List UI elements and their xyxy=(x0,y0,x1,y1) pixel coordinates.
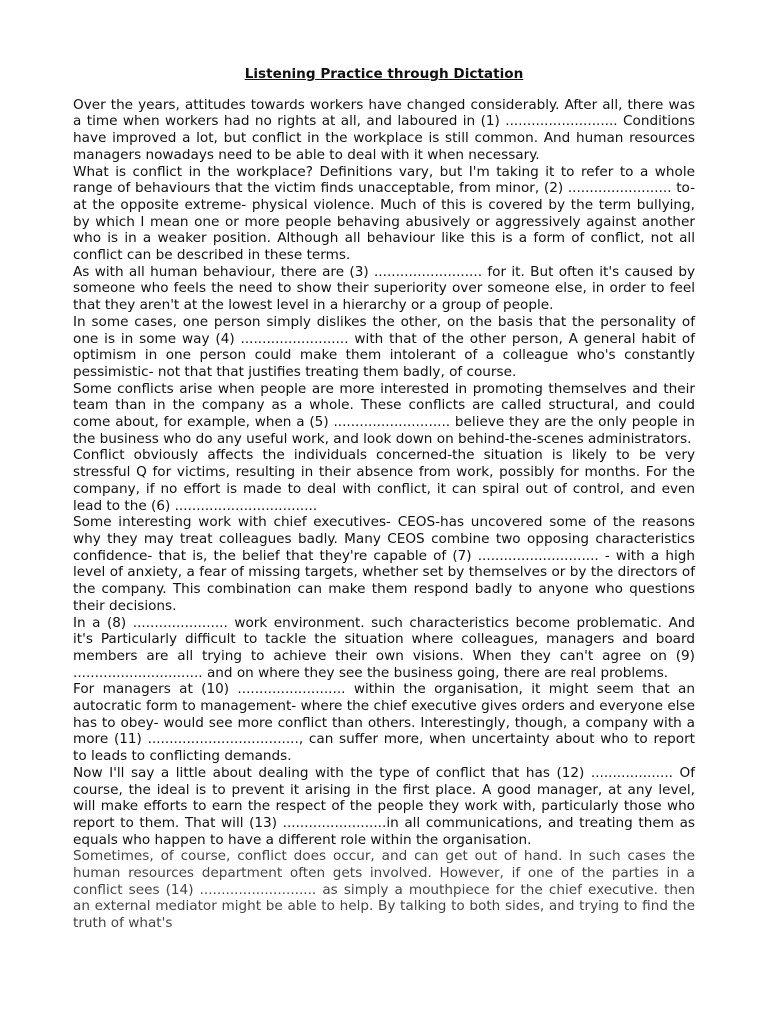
paragraph-8: In a (8) ...................... work environment. such characteristics become problematic. And it's Particularly difficult to tackle the situation where colleagues, managers and board members are all trying to achieve their own visions. When they can't agree on (9) .............................. and on where they see the business going, there are real problems. xyxy=(73,614,695,681)
paragraph-1: Over the years, attitudes towards workers have changed considerably. After all, there was a time when workers had no rights at all, and laboured in (1) .......................... Conditions have improved a lot, but conflict in the workplace is still common. And human resources managers nowadays need to be able to deal with it when necessary. xyxy=(73,96,695,163)
paragraph-9: For managers at (10) ......................... within the organisation, it might seem that an autocratic form to management- where the chief executive gives orders and everyone else has to obey- would see more conflict than others. Interestingly, though, a company with a more (11) ..................................., can suffer more, when uncertainty about who to report to leads to conflicting demands. xyxy=(73,681,695,765)
paragraph-2: What is conflict in the workplace? Definitions vary, but I'm taking it to refer to a whole range of behaviours that the victim finds unacceptable, from minor, (2) ........................ to-at the opposite extreme- physical violence. Much of this is covered by the term bullying, by which I mean one or more people behaving abusively or aggressively against another who is in a weaker position. Although all behaviour like this is a form of conflict, not all conflict can be described in these terms. xyxy=(73,163,695,264)
paragraph-11: Sometimes, of course, conflict does occur, and can get out of hand. In such cases the human resources department often gets involved. However, if one of the parties in a conflict sees (14) ........................... as simply a mouthpiece for the chief executive. then an external mediator might be able to help. By talking to both sides, and trying to find the truth of what's xyxy=(73,848,695,932)
page-title: Listening Practice through Dictation xyxy=(244,66,524,82)
paragraph-6: Conflict obviously affects the individuals concerned-the situation is likely to be very stressful Q for victims, resulting in their absence from work, possibly for months. For the company, if no effort is made to deal with conflict, it can spiral out of control, and even lead to the (6) ................................. xyxy=(73,447,695,514)
paragraph-7: Some interesting work with chief executives- CEOS-has uncovered some of the reasons why they may treat colleagues badly. Many CEOS combine two opposing characteristics confidence- that is, the belief that they're capable of (7) ............................ - with a high level of anxiety, a fear of missing targets, whether set by themselves or by the directors of the company. This combination can make them respond badly to anyone who questions their decisions. xyxy=(73,514,695,614)
paragraph-4: In some cases, one person simply dislikes the other, on the basis that the personality of one is in some way (4) ......................... with that of the other person, A general habit of optimism in one person could make them intolerant of a colleague who's constantly pessimistic- not that that justifies treating them badly, of course. xyxy=(73,313,695,380)
paragraph-3: As with all human behaviour, there are (3) ......................... for it. But often it's caused by someone who feels the need to show their superiority over someone else, in order to feel that they aren't at the lowest level in a hierarchy or a group of people. xyxy=(73,263,695,314)
paragraph-10: Now I'll say a little about dealing with the type of conflict that has (12) ................... Of course, the ideal is to prevent it arising in the first place. A good manager, at any level, will make efforts to earn the respect of the people they work with, particularly those who report to them. That will (13) ........................in all communications, and treating them as equals who happen to have a different role within the organisation. xyxy=(73,764,695,848)
paragraph-5: Some conflicts arise when people are more interested in promoting themselves and their team than in the company as a whole. These conflicts are called structural, and could come about, for example, when a (5) ........................... believe they are the only people in the business who do any useful work, and look down on behind-the-scenes administrators. xyxy=(73,380,695,447)
dictation-document xyxy=(73,66,695,932)
